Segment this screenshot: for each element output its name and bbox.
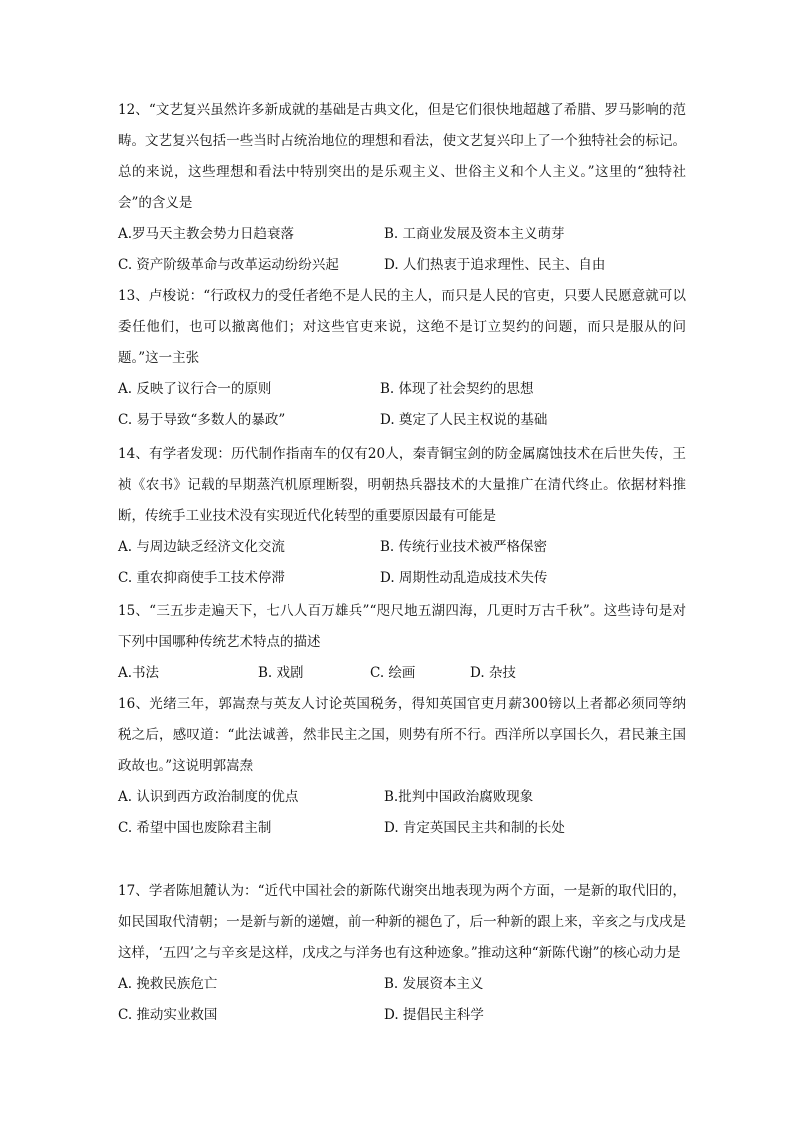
option-c[interactable]: C. 绘画 [370, 665, 416, 681]
option-a[interactable]: A. 认识到西方政治制度的优点 [118, 789, 299, 805]
option-c[interactable]: C. 希望中国也废除君主制 [118, 820, 272, 836]
options-row [118, 374, 686, 405]
option-a[interactable]: A. 反映了议行合一的原则 [118, 381, 272, 397]
option-c[interactable]: C. 推动实业救国 [118, 1007, 218, 1023]
options-row [118, 405, 686, 436]
option-d[interactable]: D. 杂技 [470, 665, 516, 681]
options-row [118, 782, 686, 813]
options-row [118, 1000, 686, 1031]
option-a[interactable]: A. 与周边缺乏经济文化交流 [118, 539, 285, 555]
option-d[interactable]: D. 奠定了人民主权说的基础 [380, 412, 548, 428]
option-d[interactable]: D. 肯定英国民主共和制的长处 [384, 820, 565, 836]
option-c[interactable]: C. 资产阶级革命与改革运动纷纷兴起 [118, 257, 339, 273]
question-stem: 15、“三五步走遍天下，七八人百万雄兵”“咫尺地五湖四海，几更时万古千秋”。这些诗句是对下列中国哪种传统艺术特点的描述 [118, 603, 686, 650]
question-stem: 12、“文艺复兴虽然许多新成就的基础是古典文化，但是它们很快地超越了希腊、罗马影响的范畴。文艺复兴包括一些当时占统治地位的理想和看法，使文艺复兴印上了一个独特社会的标记。总的来说，这些理想和看法中特别突出的是乐观主义、世俗主义和个人主义。”这里的“独特社会”的含义是 [118, 102, 686, 211]
options-row [118, 532, 686, 563]
question-12 [118, 95, 686, 281]
options-row [118, 658, 686, 689]
option-b[interactable]: B. 戏剧 [258, 665, 304, 681]
question-16 [118, 689, 686, 844]
option-b[interactable]: B.批判中国政治腐败现象 [384, 789, 534, 805]
question-17 [118, 876, 686, 1031]
question-14 [118, 439, 686, 594]
question-15 [118, 596, 686, 689]
option-c[interactable]: C. 重农抑商使手工技术停滞 [118, 570, 285, 586]
options-row [118, 969, 686, 1000]
option-b[interactable]: B. 发展资本主义 [384, 976, 484, 992]
option-d[interactable]: D. 提倡民主科学 [384, 1007, 484, 1023]
option-a[interactable]: A. 挽救民族危亡 [118, 976, 218, 992]
question-stem: 14、有学者发现：历代制作指南车的仅有20人，秦青铜宝剑的防金属腐蚀技术在后世失传，王祯《农书》记载的早期蒸汽机原理断裂，明朝热兵器技术的大量推广在清代终止。依据材料推断，传统手工业技术没有实现近代化转型的重要原因最有可能是 [118, 446, 686, 524]
options-row [118, 219, 686, 250]
option-b[interactable]: B. 体现了社会契约的思想 [380, 381, 534, 397]
option-a[interactable]: A.罗马天主教会势力日趋衰落 [118, 226, 295, 242]
question-stem: 17、学者陈旭麓认为：“近代中国社会的新陈代谢突出地表现为两个方面，一是新的取代旧的，如民国取代清朝；一是新与新的递嬗，前一种新的褪色了，后一种新的跟上来，辛亥之与戊戌是这样，‘五四’之与辛亥是这样，戊戌之与洋务也有这种迹象。”推动这种“新陈代谢”的核心动力是 [118, 883, 686, 961]
option-b[interactable]: B. 传统行业技术被严格保密 [380, 539, 548, 555]
question-13 [118, 281, 686, 436]
question-stem: 13、卢梭说：“行政权力的受任者绝不是人民的主人，而只是人民的官吏，只要人民愿意就可以委任他们，也可以撤离他们；对这些官吏来说，这绝不是订立契约的问题，而只是服从的问题。”这一主张 [118, 288, 686, 366]
question-stem: 16、光绪三年，郭嵩焘与英友人讨论英国税务，得知英国官吏月薪300镑以上者都必须同等纳税之后，感叹道：“此法诚善，然非民主之国，则势有所不行。西洋所以享国长久，君民兼主国政故也。”这说明郭嵩焘 [118, 696, 686, 774]
options-row [118, 563, 686, 594]
option-d[interactable]: D. 周期性动乱造成技术失传 [380, 570, 548, 586]
option-d[interactable]: D. 人们热衷于追求理性、民主、自由 [384, 257, 606, 273]
option-b[interactable]: B. 工商业发展及资本主义萌芽 [384, 226, 565, 242]
options-row [118, 813, 686, 844]
option-c[interactable]: C. 易于导致“多数人的暴政” [118, 412, 286, 428]
options-row [118, 250, 686, 281]
option-a[interactable]: A.书法 [118, 665, 160, 681]
